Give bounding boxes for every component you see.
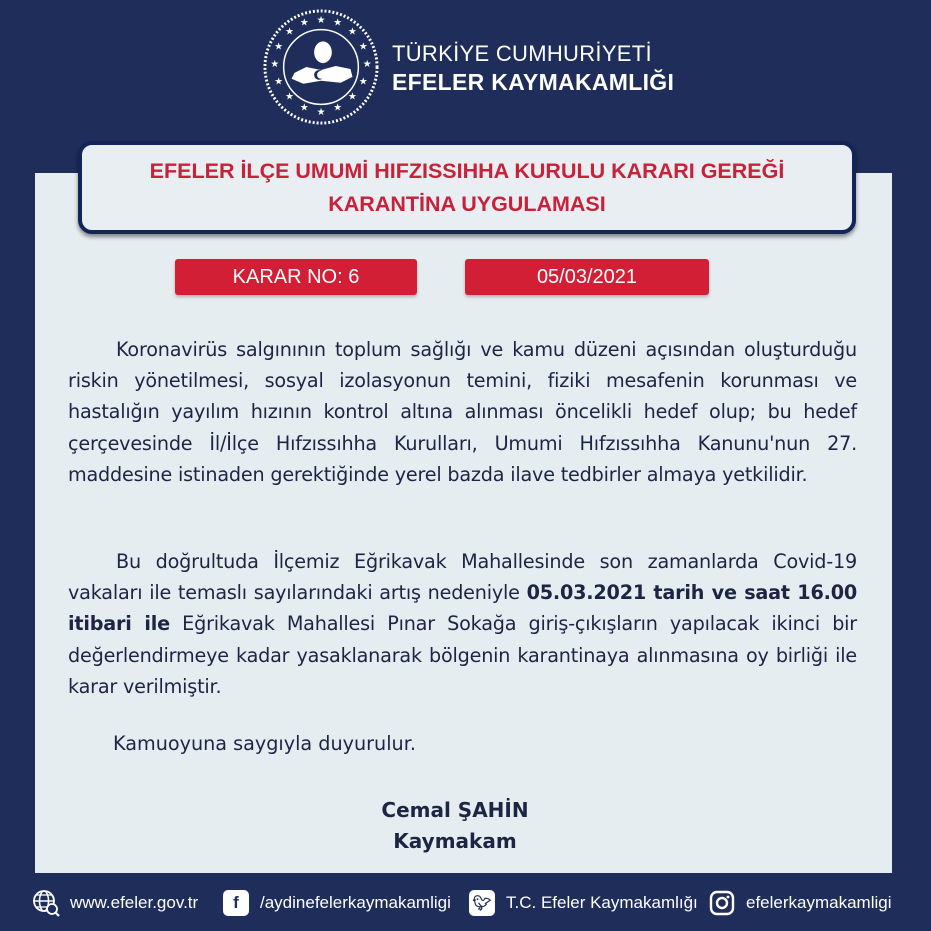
svg-text:★: ★ xyxy=(348,26,357,38)
org-line2: EFELER KAYMAKAMLIĞI xyxy=(392,69,675,95)
date-badge: 05/03/2021 xyxy=(465,259,709,295)
paragraph-2-part2: Eğrikavak Mahallesi Pınar Sokağa giriş-çıkışların yapılacak ikinci bir değerlendirmeye kadar yasaklanarak bölgenin karantinaya alınmasına oy birliği ile karar verilmiştir. xyxy=(68,612,857,698)
closing-line: Kamuoyuna saygıyla duyurulur. xyxy=(113,732,416,755)
svg-text:★: ★ xyxy=(285,91,294,103)
organization-name xyxy=(392,40,674,96)
paragraph-1-text: Koronavirüs salgınının toplum sağlığı ve kamu düzeni açısından oluşturduğu riskin yönetilmesi, sosyal izolasyonun temini, fiziki mesafenin korunması ve hastalığın yayılım hızının kontrol altına alınması öncelikli hedef olup; bu hedef çerçevesinde İl/İlçe Hıfzıssıhha Kurulları, Umumi Hıfzıssıhha Kanunu'nun 27. maddesine istinaden gerektiğinde yerel bazda ilave tedbirler almaya yetkilidir. xyxy=(68,338,857,486)
twitter-link[interactable] xyxy=(468,889,698,917)
svg-text:★: ★ xyxy=(274,41,284,53)
org-line1: TÜRKİYE CUMHURİYETİ xyxy=(392,41,652,66)
globe-search-icon xyxy=(32,889,60,917)
svg-text:★: ★ xyxy=(316,14,326,26)
svg-text:★: ★ xyxy=(285,26,294,38)
decision-number-badge: KARAR NO: 6 xyxy=(175,259,417,295)
footer xyxy=(0,884,931,924)
paragraph-2-text xyxy=(68,546,857,702)
paragraph-2 xyxy=(68,546,857,702)
svg-text:★: ★ xyxy=(316,107,326,119)
svg-text:★: ★ xyxy=(358,76,368,88)
svg-text:★: ★ xyxy=(274,76,284,88)
website-text: www.efeler.gov.tr xyxy=(70,893,199,912)
instagram-text: efelerkaymakamligi xyxy=(746,893,892,912)
svg-text:★: ★ xyxy=(299,102,309,114)
facebook-link[interactable] xyxy=(222,889,451,917)
svg-text:★: ★ xyxy=(348,91,357,103)
instagram-icon xyxy=(708,889,736,917)
website-link[interactable] xyxy=(32,889,198,917)
signatory-title: Kaymakam xyxy=(393,829,517,853)
content-panel xyxy=(35,173,892,873)
title-line2: KARANTİNA UYGULAMASI xyxy=(328,191,606,216)
twitter-icon: 🐦︎ xyxy=(468,889,496,917)
title-line1: EFELER İLÇE UMUMİ HIFZISSIHHA KURULU KARARI GEREĞİ xyxy=(149,158,785,183)
announcement-title xyxy=(78,141,856,234)
signatory-name: Cemal ŞAHİN xyxy=(381,798,529,822)
svg-text:★: ★ xyxy=(358,41,368,53)
svg-text:★: ★ xyxy=(270,59,280,70)
svg-text:★: ★ xyxy=(333,17,343,29)
state-emblem-icon xyxy=(262,8,380,126)
paragraph-2-bold: 05.03.2021 tarih ve saat 16.00 itibari ile xyxy=(68,581,857,636)
facebook-icon: f xyxy=(222,889,250,917)
svg-text:★: ★ xyxy=(333,102,343,114)
svg-text:★: ★ xyxy=(299,17,309,29)
paragraph-2-part1: Bu doğrultuda İlçemiz Eğrikavak Mahallesinde son zamanlarda Covid-19 vakaları ile temaslı sayılarındaki artış nedeniyle xyxy=(68,550,857,605)
instagram-link[interactable] xyxy=(708,889,892,917)
signature-block xyxy=(340,795,570,857)
paragraph-1 xyxy=(68,334,857,490)
twitter-text: T.C. Efeler Kaymakamlığı xyxy=(506,893,698,912)
facebook-text: /aydinefelerkaymakamligi xyxy=(260,893,451,912)
svg-text:★: ★ xyxy=(362,59,372,70)
